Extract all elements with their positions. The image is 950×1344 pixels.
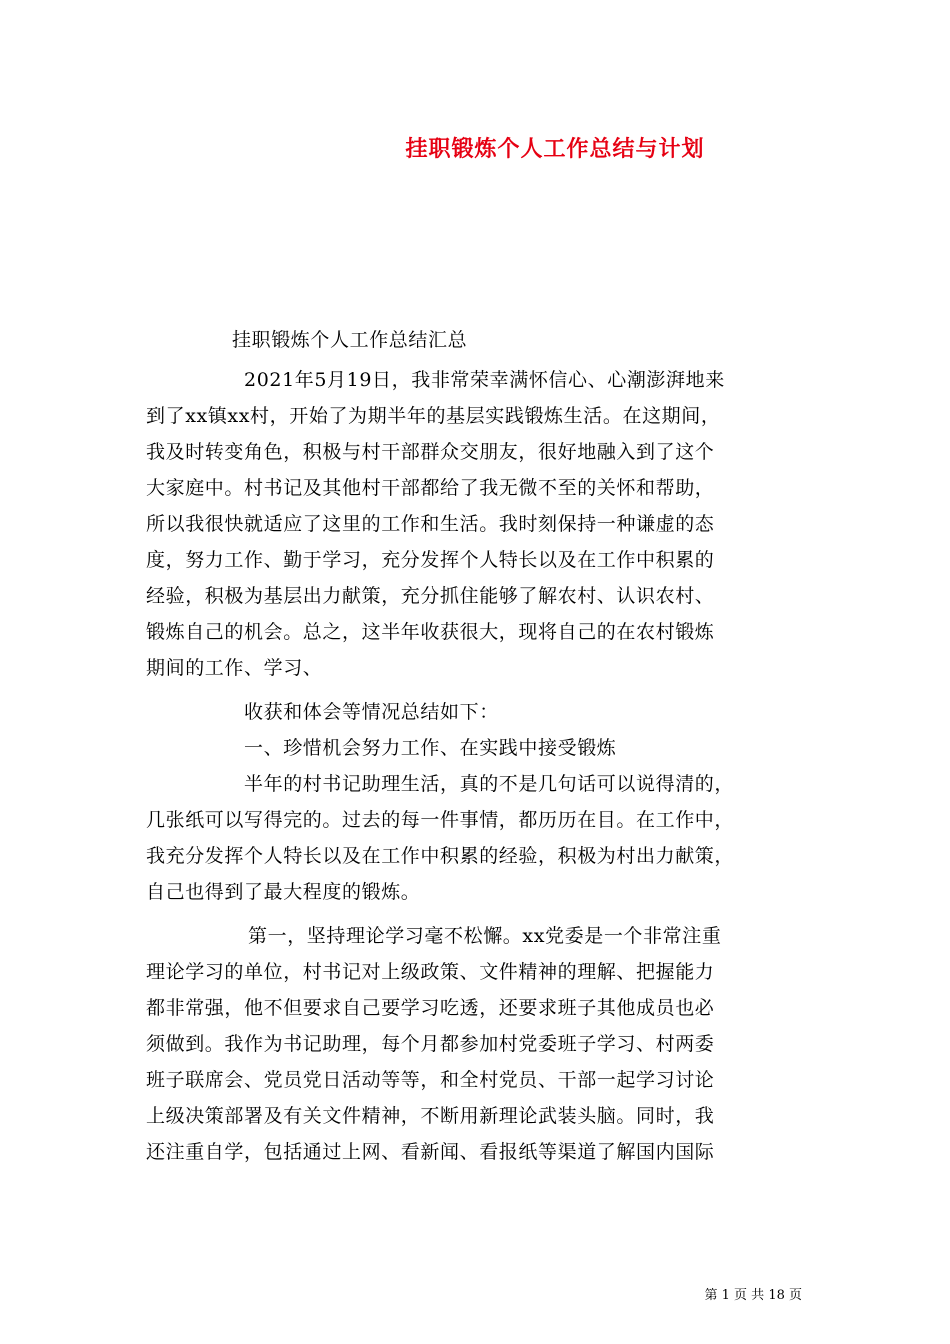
body-line: 我及时转变角色，积极与村干部群众交朋友，很好地融入到了这个 — [146, 441, 715, 463]
page-number: 第 1 页 共 18 页 — [704, 1288, 802, 1303]
body-line: 我充分发挥个人特长以及在工作中积累的经验，积极为村出力献策， — [146, 845, 735, 867]
body-line: 班子联席会、党员党日活动等等，和全村党员、干部一起学习讨论 — [146, 1069, 715, 1091]
body-line: 几张纸可以写得完的。过去的每一件事情，都历历在目。在工作中， — [146, 809, 735, 831]
body-line: 经验，积极为基层出力献策，充分抓住能够了解农村、认识农村、 — [146, 585, 715, 607]
body-line: 锻炼自己的机会。总之，这半年收获很大，现将自己的在农村锻炼 — [146, 621, 715, 643]
body-line: 大家庭中。村书记及其他村干部都给了我无微不至的关怀和帮助， — [146, 477, 715, 499]
body-line: 挂职锻炼个人工作总结汇总 — [232, 329, 468, 351]
body-line: 都非常强，他不但要求自己要学习吃透，还要求班子其他成员也必 — [146, 997, 715, 1019]
body-line: 期间的工作、学习、 — [146, 657, 323, 679]
body-line: 到了xx镇xx村，开始了为期半年的基层实践锻炼生活。在这期间， — [146, 405, 721, 427]
body-line: 第一，坚持理论学习毫不松懈。xx党委是一个非常注重 — [248, 925, 722, 947]
body-line: 所以我很快就适应了这里的工作和生活。我时刻保持一种谦虚的态 — [146, 513, 715, 535]
body-line: 2021年5月19日，我非常荣幸满怀信心、心潮澎湃地来 — [244, 369, 725, 391]
body-line: 还注重自学，包括通过上网、看新闻、看报纸等渠道了解国内国际 — [146, 1141, 715, 1163]
body-line: 上级决策部署及有关文件精神，不断用新理论武装头脑。同时，我 — [146, 1105, 715, 1127]
body-line: 须做到。我作为书记助理，每个月都参加村党委班子学习、村两委 — [146, 1033, 715, 1055]
body-line: 半年的村书记助理生活，真的不是几句话可以说得清的， — [244, 773, 735, 795]
body-line: 收获和体会等情况总结如下： — [244, 701, 499, 723]
body-line: 自己也得到了最大程度的锻炼。 — [146, 881, 421, 903]
body-line: 度，努力工作、勤于学习，充分发挥个人特长以及在工作中积累的 — [146, 549, 715, 571]
document-title: 挂职锻炼个人工作总结与计划 — [405, 136, 705, 162]
section-heading: 一、珍惜机会努力工作、在实践中接受锻炼 — [244, 737, 617, 759]
body-line: 理论学习的单位，村书记对上级政策、文件精神的理解、把握能力 — [146, 961, 715, 983]
